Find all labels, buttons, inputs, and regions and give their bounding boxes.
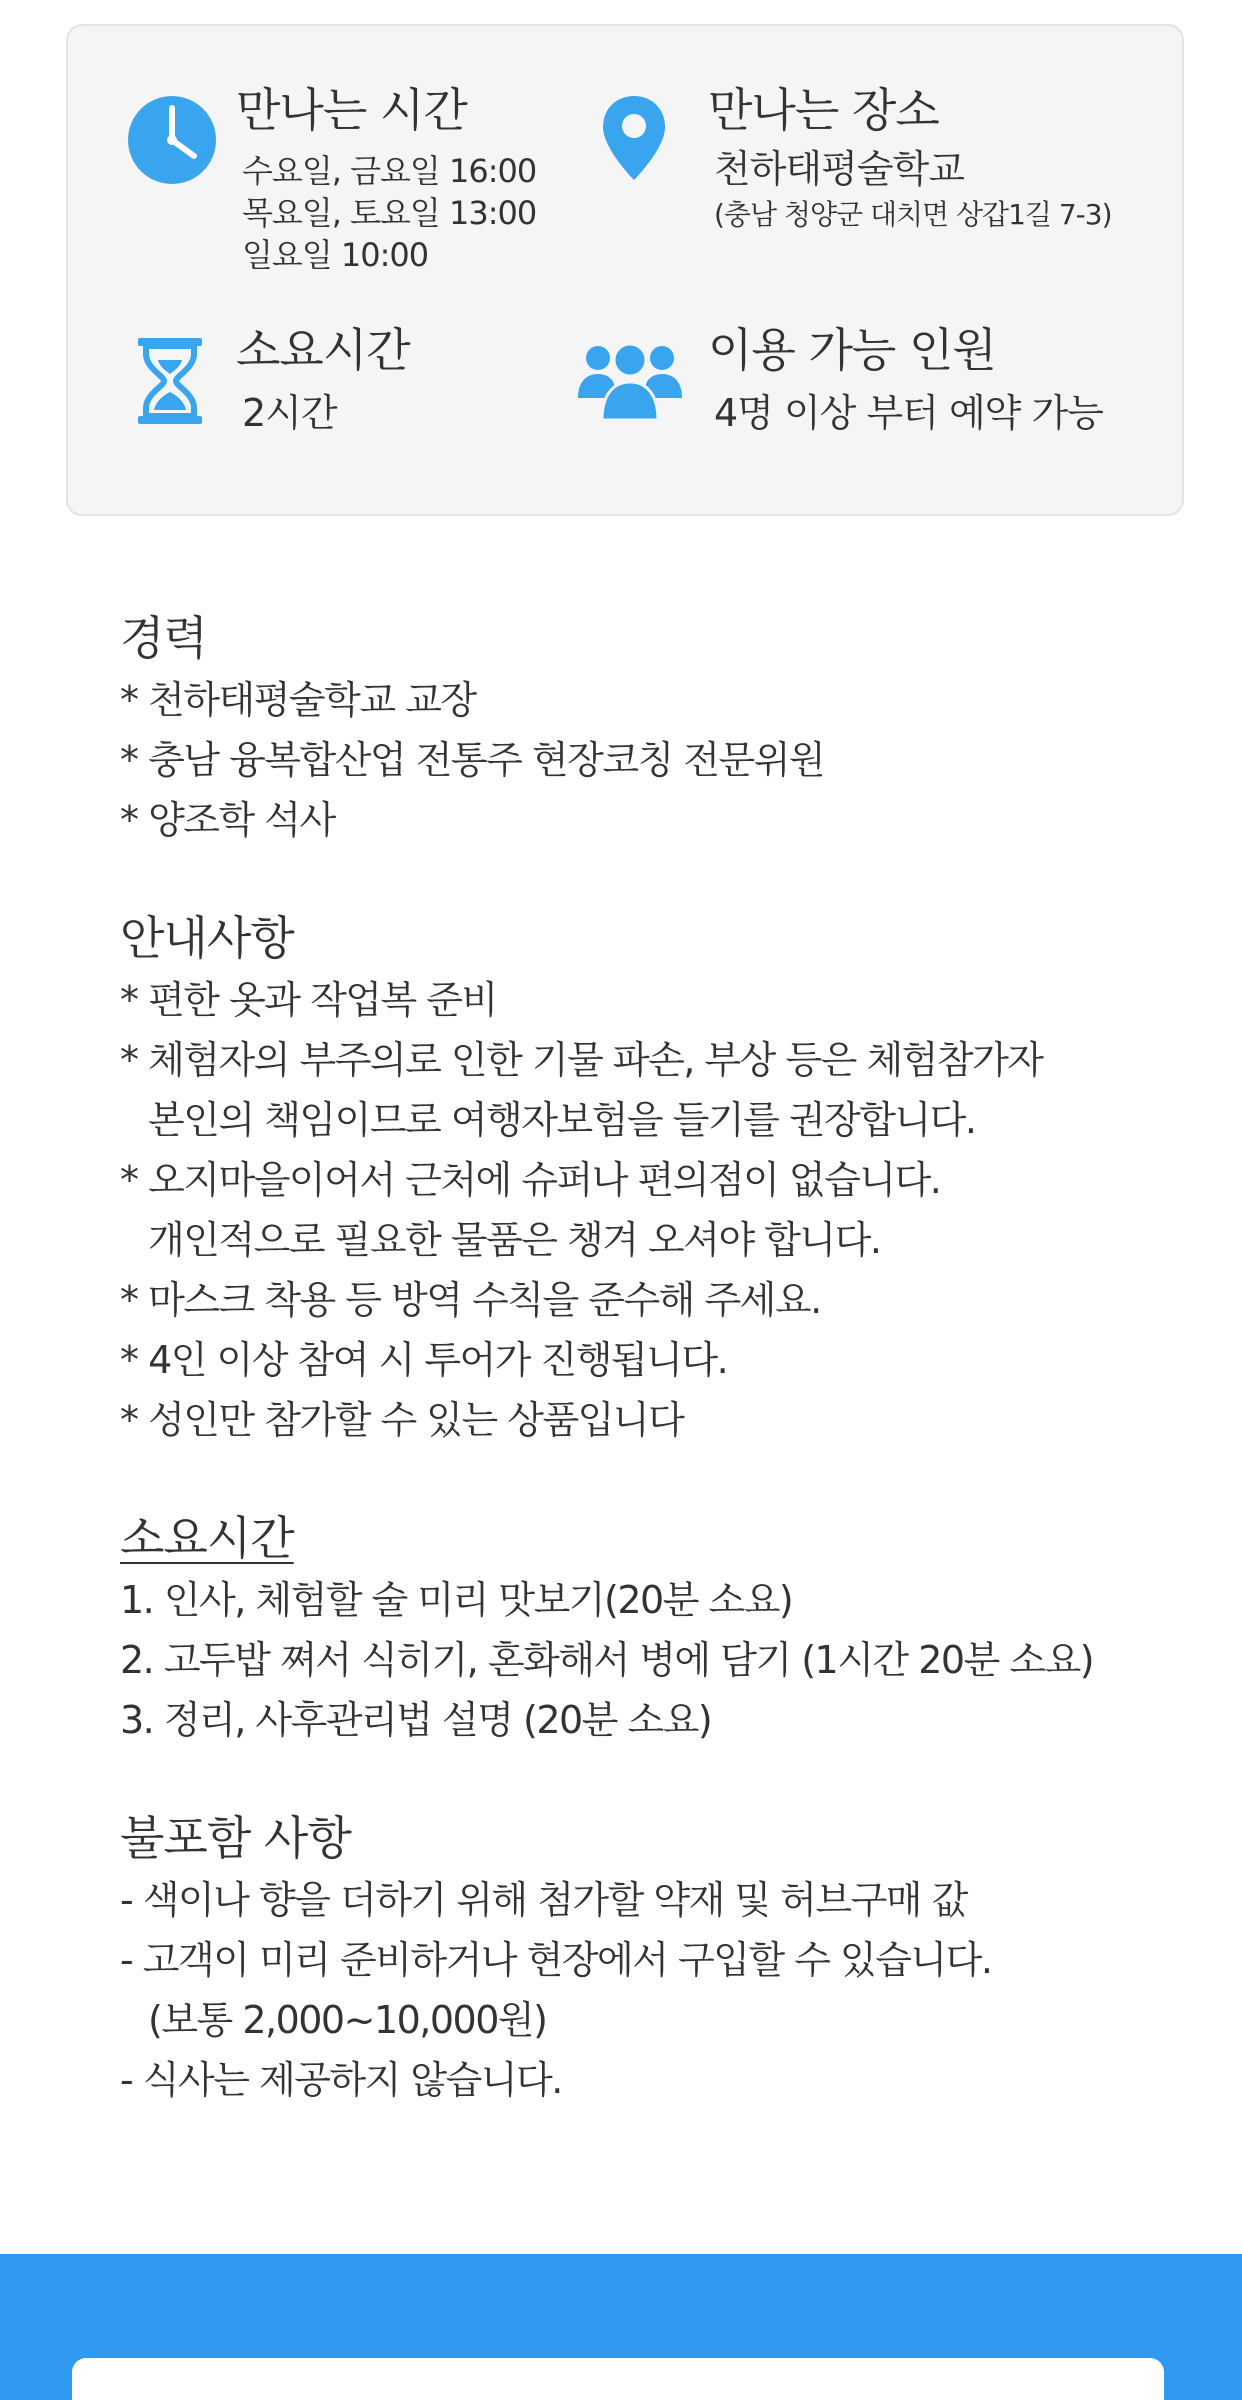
schedule-section	[120, 1506, 1180, 1750]
notice-title: 안내사항	[120, 911, 294, 965]
excluded-item: - 식사는 제공하지 않습니다.	[120, 2058, 562, 2102]
group-icon	[578, 336, 682, 422]
notice-item: * 마스크 착용 등 방역 수칙을 준수해 주세요.	[120, 1278, 821, 1322]
meeting-time-line: 수요일, 금요일 16:00	[242, 152, 537, 190]
notice-section	[120, 906, 1180, 1450]
notice-item: * 4인 이상 참여 시 투어가 진행됩니다.	[120, 1338, 728, 1382]
notice-item: * 편한 옷과 작업복 준비	[120, 978, 497, 1022]
notice-item: 개인적으로 필요한 물품은 챙겨 오셔야 합니다.	[148, 1218, 881, 1262]
meeting-time-lines	[242, 150, 536, 276]
schedule-item: 2. 고두밥 쪄서 식히기, 혼화해서 병에 담기 (1시간 20분 소요)	[120, 1638, 1094, 1682]
meeting-place-title: 만나는 장소	[708, 83, 939, 137]
notice-item: * 성인만 참가할 수 있는 상품입니다	[120, 1398, 684, 1442]
schedule-item: 1. 인사, 체험할 술 미리 맛보기(20분 소요)	[120, 1578, 793, 1622]
duration-title: 소요시간	[236, 323, 410, 377]
excluded-item: - 색이나 향을 더하기 위해 첨가할 약재 및 허브구매 값	[120, 1878, 967, 1922]
meeting-time-line: 일요일 10:00	[242, 236, 429, 274]
schedule-item: 3. 정리, 사후관리법 설명 (20분 소요)	[120, 1698, 712, 1742]
bottom-bar	[0, 2254, 1242, 2400]
capacity-value: 4명 이상 부터 예약 가능	[714, 391, 1103, 435]
meeting-place-lines	[714, 144, 1112, 236]
schedule-title: 소요시간	[120, 1511, 294, 1565]
duration-lines	[242, 388, 337, 438]
excluded-item: - 고객이 미리 준비하거나 현장에서 구입할 수 있습니다.	[120, 1938, 992, 1982]
info-card	[66, 24, 1184, 516]
details-content	[120, 606, 1180, 2166]
notice-item: 본인의 책임이므로 여행자보험을 들기를 권장합니다.	[148, 1098, 976, 1142]
excluded-title: 불포함 사항	[120, 1811, 351, 1865]
clock-icon	[126, 94, 218, 186]
career-title: 경력	[120, 611, 207, 665]
capacity-title: 이용 가능 인원	[708, 323, 996, 377]
meeting-time-line: 목요일, 토요일 13:00	[242, 194, 537, 232]
career-item: * 양조학 석사	[120, 798, 335, 842]
meeting-place-address: (충남 청양군 대치면 상갑1길 7-3)	[714, 198, 1112, 231]
capacity-lines	[714, 388, 1103, 438]
map-pin-icon	[600, 94, 668, 182]
career-item: * 충남 융복합산업 전통주 현장코칭 전문위원	[120, 738, 825, 782]
meeting-place-name: 천하태평술학교	[714, 147, 964, 191]
excluded-item: (보통 2,000~10,000원)	[148, 1998, 547, 2042]
excluded-section	[120, 1806, 1180, 2110]
duration-value: 2시간	[242, 391, 337, 435]
meeting-time-title: 만나는 시간	[236, 83, 467, 137]
career-section	[120, 606, 1180, 850]
notice-item: * 체험자의 부주의로 인한 기물 파손, 부상 등은 체험참가자	[120, 1038, 1043, 1082]
career-item: * 천하태평술학교 교장	[120, 678, 476, 722]
bottom-panel	[72, 2358, 1164, 2400]
notice-item: * 오지마을이어서 근처에 슈퍼나 편의점이 없습니다.	[120, 1158, 941, 1202]
hourglass-icon	[136, 336, 204, 426]
